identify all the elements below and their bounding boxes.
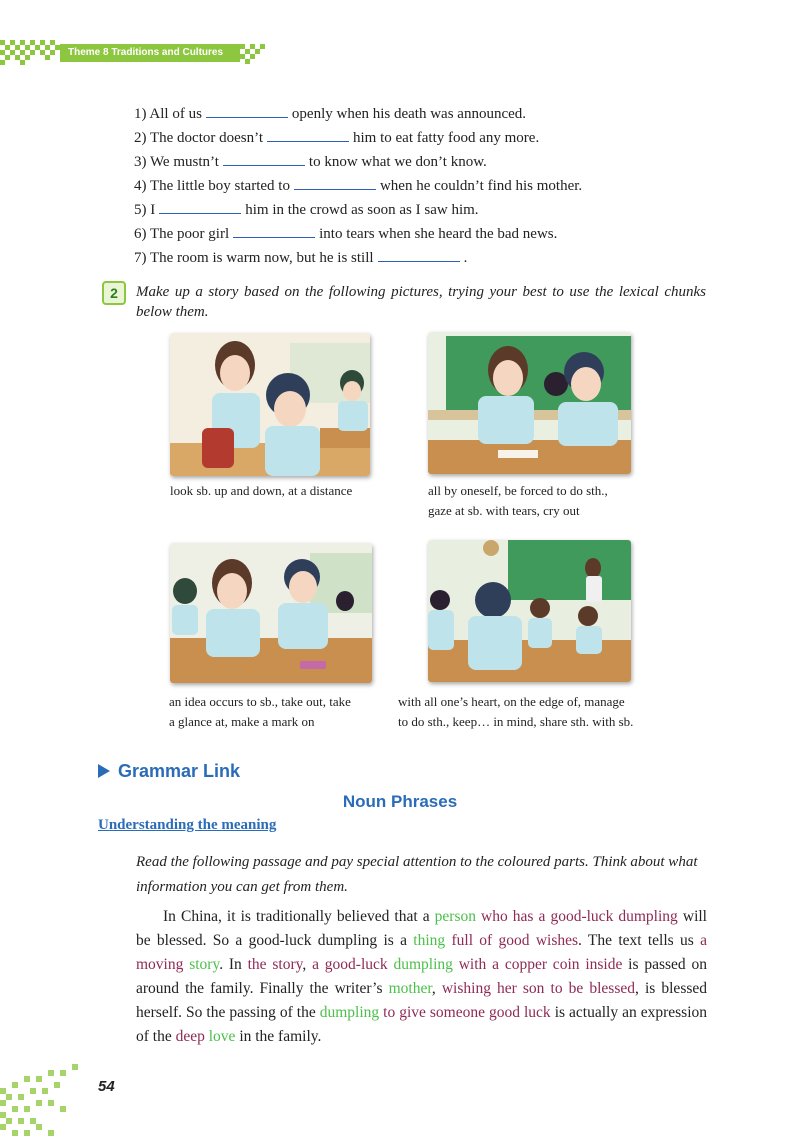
answer-blank[interactable] — [159, 199, 241, 214]
modifier: to give someone good luck — [379, 1004, 551, 1021]
item-text: . — [463, 250, 468, 266]
list-item — [134, 223, 582, 247]
picture-4-caption — [398, 692, 633, 732]
item-text: 1) All of us — [134, 106, 202, 122]
answer-blank[interactable] — [233, 223, 315, 238]
item-text: openly when his death was announced. — [291, 106, 527, 122]
head-noun: mother — [388, 980, 432, 997]
theme-header: Theme 8 Traditions and Cultures — [60, 44, 240, 62]
item-text: into tears when she heard the bad news. — [319, 226, 558, 242]
caption-line: an idea occurs to sb., take out, take — [169, 694, 351, 709]
passage-text: . The text tells us — [578, 932, 701, 949]
grammar-link-heading — [98, 761, 240, 782]
modifier: deep — [175, 1028, 209, 1045]
caption-line: to do sth., keep… in mind, share sth. with sb. — [398, 714, 634, 729]
passage-text: is passed on around the family. Finally the writer’s — [136, 956, 707, 997]
passage-text: is actually an expression of the — [136, 1004, 708, 1045]
passage-text: In China, it is traditionally believed that a — [163, 908, 435, 925]
list-item — [134, 247, 582, 271]
story-picture-4 — [428, 540, 631, 682]
passage-text: . In — [219, 956, 248, 973]
story-picture-3 — [170, 543, 372, 683]
picture-2-caption — [428, 481, 608, 521]
modifier: wishing her son to be blessed — [441, 980, 635, 997]
caption-line: look sb. up and down, at a distance — [170, 483, 353, 498]
passage-text: will be blessed. So a good-luck dumpling is a — [136, 908, 707, 949]
head-noun: thing — [413, 932, 446, 949]
passage-text: in the family. — [235, 1028, 322, 1045]
triangle-bullet-icon — [98, 764, 110, 778]
caption-line: gaze at sb. with tears, cry out — [428, 503, 580, 518]
passage-text: , — [431, 980, 442, 997]
list-item — [134, 103, 582, 127]
item-text: 4) The little boy started to — [134, 178, 290, 194]
list-item — [134, 199, 582, 223]
list-item — [134, 127, 582, 151]
picture-1-caption — [170, 481, 352, 501]
head-noun: dumpling — [393, 956, 453, 973]
subheading: Understanding the meaning — [98, 817, 277, 833]
head-noun: dumpling — [319, 1004, 380, 1021]
item-text: to know what we don’t know. — [308, 154, 487, 170]
item-text: 5) I — [134, 202, 156, 218]
item-text: 3) We mustn’t — [134, 154, 219, 170]
item-text: 6) The poor girl — [134, 226, 230, 242]
page-number: 54 — [98, 1078, 115, 1095]
exercise-number-badge: 2 — [102, 281, 126, 305]
grammar-link-label: Grammar Link — [118, 761, 241, 781]
reading-passage — [136, 905, 707, 1049]
modifier: full of good wishes — [445, 932, 579, 949]
caption-line: all by oneself, be forced to do sth., — [428, 483, 608, 498]
caption-line: a glance at, make a mark on — [169, 714, 315, 729]
answer-blank[interactable] — [294, 175, 376, 190]
item-text: 2) The doctor doesn’t — [134, 130, 264, 146]
head-noun: love — [208, 1028, 236, 1045]
modifier: with a copper coin inside — [452, 956, 623, 973]
footer-checker-pattern — [0, 1060, 95, 1138]
list-item — [134, 151, 582, 175]
header-tail-pattern — [240, 44, 280, 64]
picture-3-caption — [169, 692, 351, 732]
exercise-1-list — [134, 103, 582, 271]
modifier: a good-luck — [312, 956, 394, 973]
item-text: him in the crowd as soon as I saw him. — [245, 202, 479, 218]
list-item — [134, 175, 582, 199]
caption-line: with all one’s heart, on the edge of, manage — [398, 694, 625, 709]
item-text: him to eat fatty food any more. — [353, 130, 540, 146]
head-noun: story — [189, 956, 220, 973]
answer-blank[interactable] — [206, 103, 288, 118]
modifier: who has a good-luck dumpling — [475, 908, 678, 925]
passage-text: , is blessed herself. So the passing of the — [136, 980, 708, 1021]
grammar-instruction: Read the following passage and pay special attention to the coloured parts. Think about what information you can get from them. — [136, 854, 698, 895]
modifier: a moving — [136, 932, 707, 973]
story-picture-1 — [170, 333, 370, 476]
section-title: Noun Phrases — [342, 792, 458, 811]
head-noun: person — [434, 908, 476, 925]
answer-blank[interactable] — [267, 127, 349, 142]
answer-blank[interactable] — [378, 247, 460, 262]
answer-blank[interactable] — [223, 151, 305, 166]
story-picture-2 — [428, 332, 631, 474]
modifier: the story — [247, 956, 303, 973]
item-text: when he couldn’t find his mother. — [379, 178, 583, 194]
exercise-2-instruction: Make up a story based on the following pictures, trying your best to use the lexical chunks below them. — [136, 284, 706, 320]
item-text: 7) The room is warm now, but he is still — [134, 250, 374, 266]
passage-text: , — [302, 956, 313, 973]
